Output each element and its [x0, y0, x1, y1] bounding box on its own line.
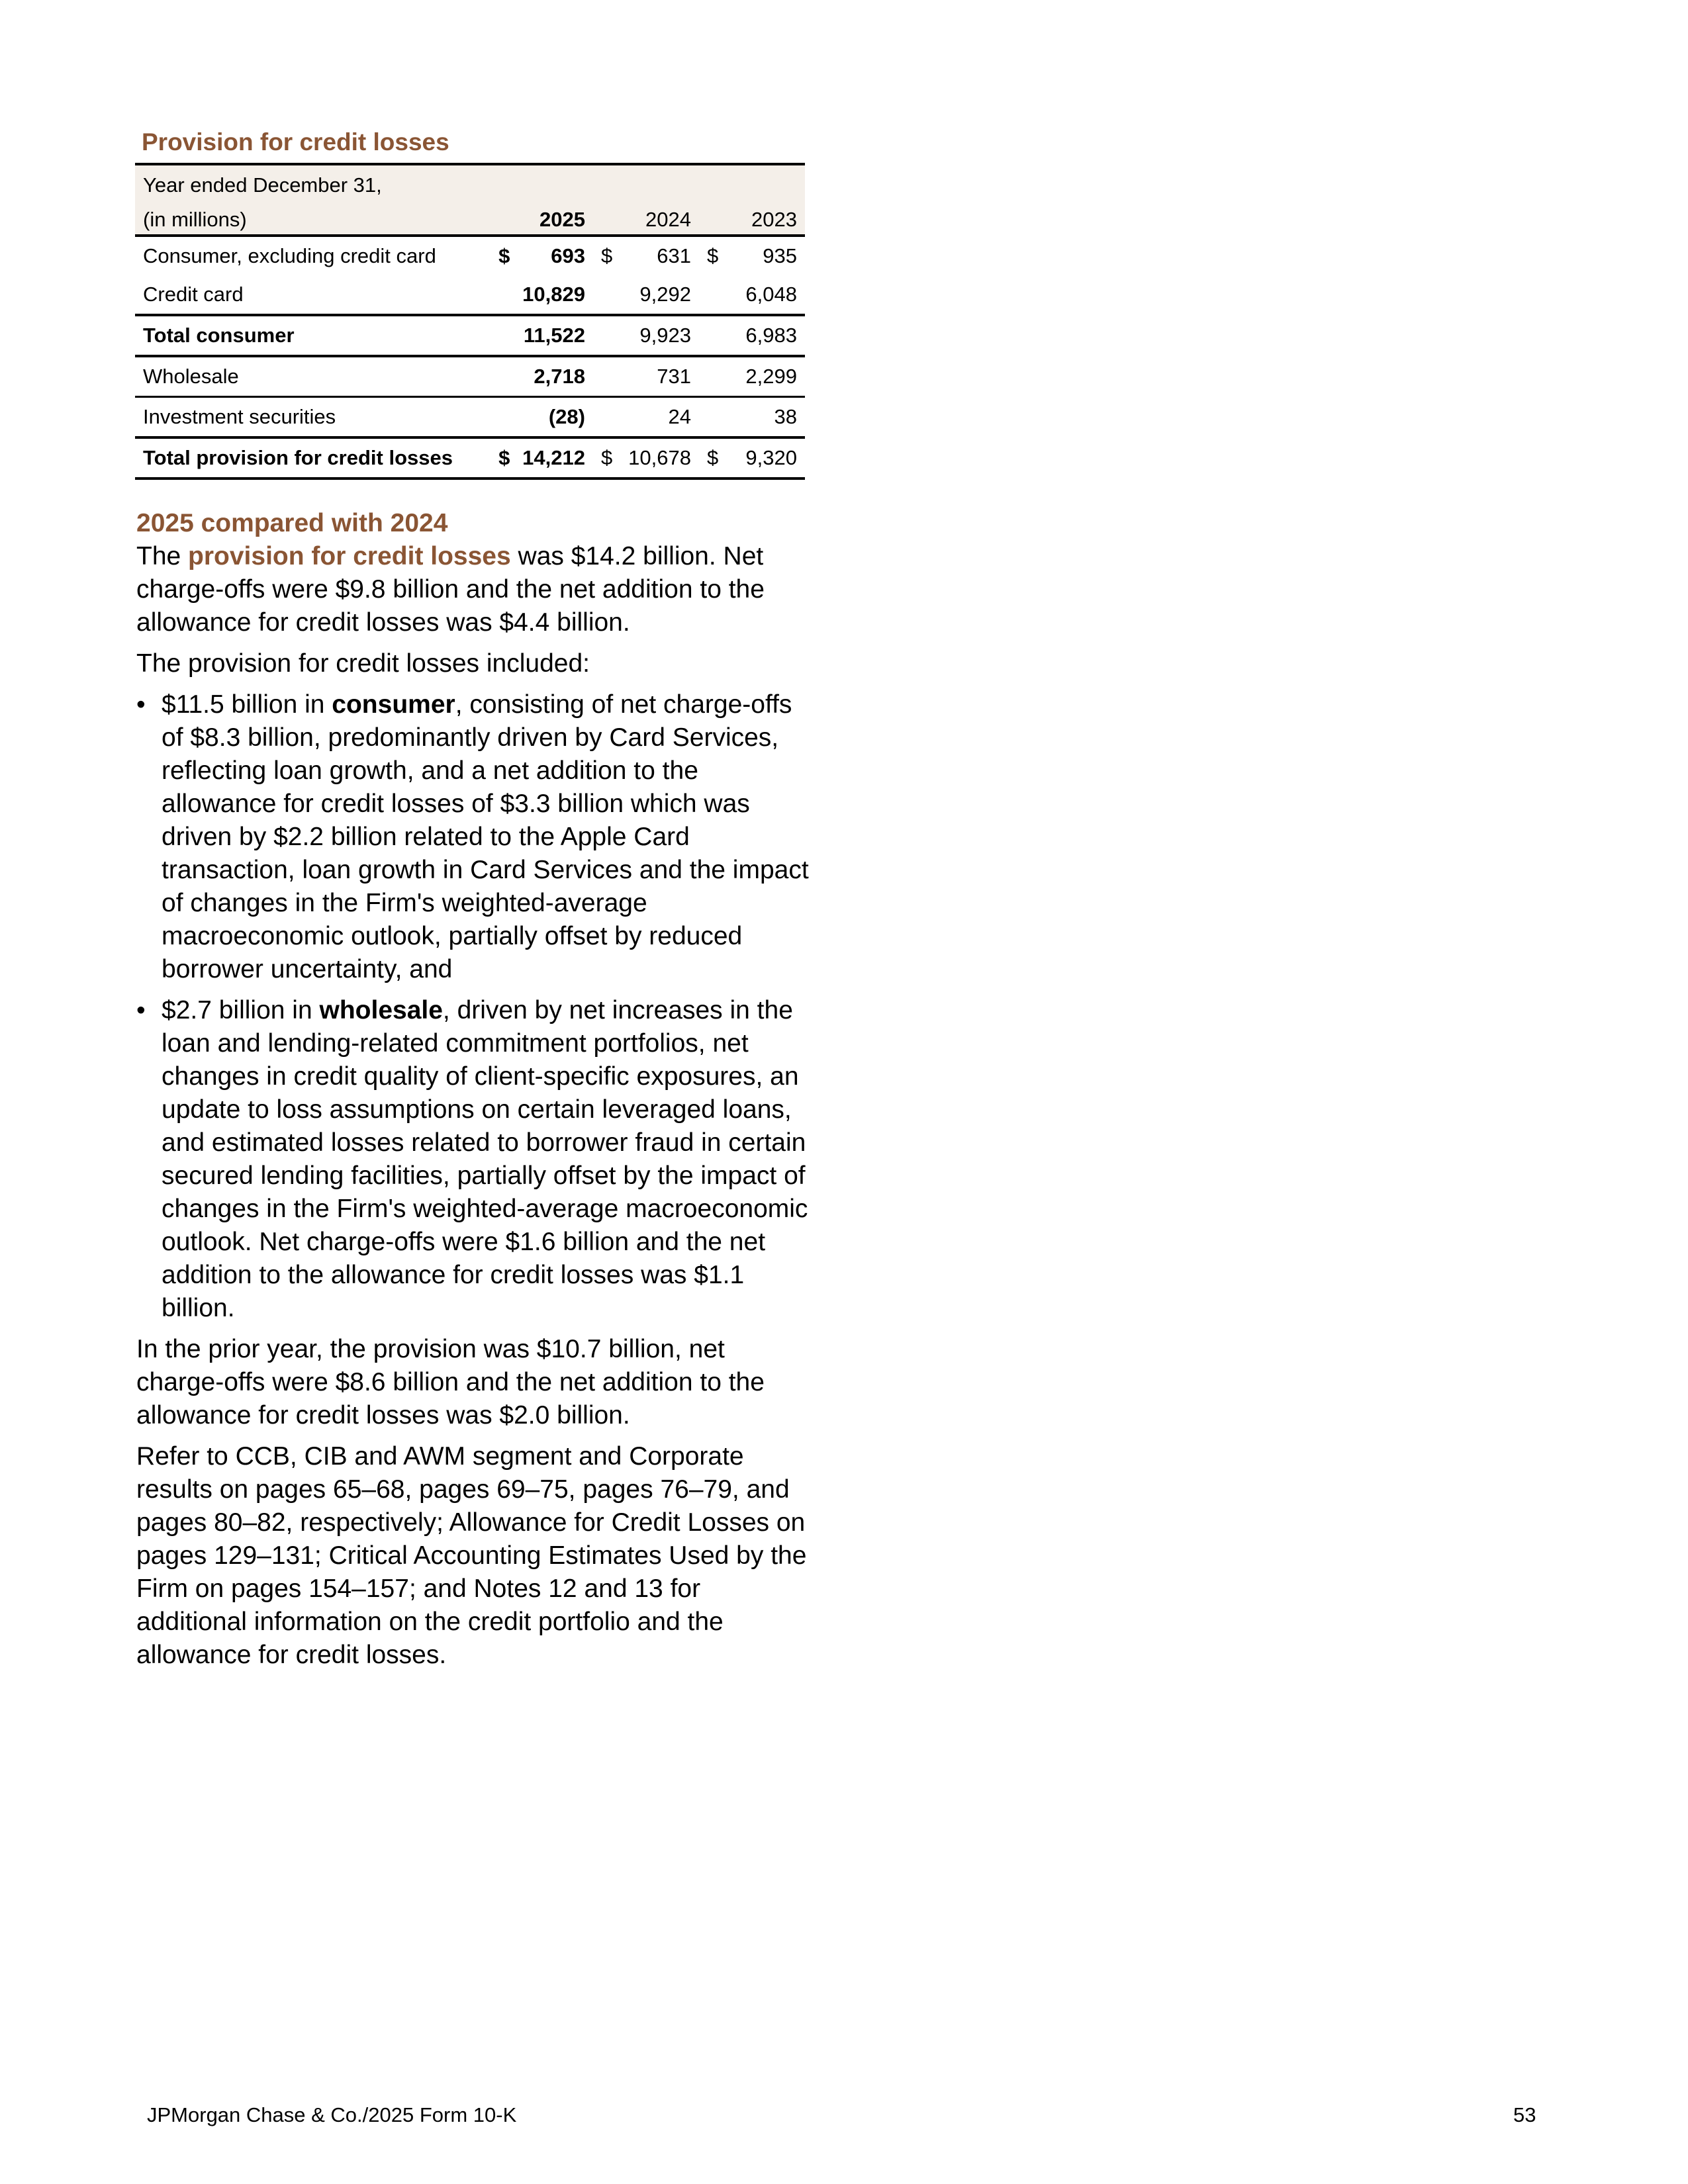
currency-symbol: $: [491, 437, 514, 478]
bullet-list: [136, 688, 812, 1325]
table-row: [135, 397, 805, 438]
value-2023: 9,320: [723, 437, 805, 478]
bold-term: wholesale: [319, 996, 443, 1024]
page-number: 53: [1513, 2103, 1536, 2126]
value-2025: (28): [514, 397, 593, 438]
header-year-2025: 2025: [514, 200, 593, 236]
table-title: Provision for credit losses: [142, 128, 449, 156]
table-row: [135, 356, 805, 397]
currency-symbol: $: [593, 437, 617, 478]
paragraph-references: Refer to CCB, CIB and AWM segment and Corporate results on pages 65–68, pages 69–75, pages 76–79, and pages 80–82, respectively; Allowance for Credit Losses on pages 129–131; Critical Accounting Estimates Used by the Firm on pages 154–157; and Notes 12 and 13 for additional information on the credit portfolio and the allowance for credit losses.: [136, 1442, 807, 1669]
header-year-2024: 2024: [617, 200, 699, 236]
value-2023: 6,048: [723, 275, 805, 315]
header-units: (in millions): [135, 200, 491, 236]
bullet-icon: •: [136, 690, 146, 719]
row-label: Total consumer: [135, 315, 491, 356]
provision-link[interactable]: provision for credit losses: [188, 542, 511, 570]
value-2024: 24: [617, 397, 699, 438]
list-item: [136, 688, 812, 986]
currency-symbol: $: [498, 244, 510, 267]
value-2025: 10,829: [514, 275, 593, 315]
value-2025: 11,522: [514, 315, 593, 356]
value-2025: 2,718: [514, 356, 593, 397]
header-year-ended: Year ended December 31,: [143, 173, 382, 197]
section-title: 2025 compared with 2024: [136, 509, 448, 537]
value-2025: 14,212: [514, 437, 593, 478]
value-2024: 731: [617, 356, 699, 397]
row-label: Consumer, excluding credit card: [143, 244, 436, 267]
text-span: The: [136, 542, 189, 570]
commentary-section: [136, 507, 812, 1680]
text-span: $2.7 billion in: [162, 996, 320, 1024]
footer-document-title: JPMorgan Chase & Co./2025 Form 10-K: [147, 2103, 517, 2126]
paragraph-prior-year: In the prior year, the provision was $10.7 billion, net charge-offs were $8.6 billion and the net addition to the allowance for credit losses was $2.0 billion.: [136, 1335, 765, 1430]
table-header-row-1: [135, 164, 805, 200]
table-row: [135, 236, 805, 275]
text-span: , driven by net increases in the loan and lending-related commitment portfolios, net changes in credit quality of client-specific exposures, an update to loss assumptions on certain leveraged loans, and estimated losses related to borrower fraud in certain secured lending facilities, partially offset by the impact of changes in the Firm's weighted-average macroeconomic outlook. Net charge-offs were $1.6 billion and the net addition to the allowance for credit losses was $1.1 billion.: [162, 996, 808, 1322]
header-year-2023: 2023: [723, 200, 805, 236]
table-row: [135, 275, 805, 315]
provision-table: [135, 163, 805, 480]
bullet-icon: •: [136, 996, 146, 1024]
paragraph-summary: [136, 540, 812, 639]
row-label: Total provision for credit losses: [135, 437, 491, 478]
value-2024: 9,923: [617, 315, 699, 356]
row-label: Wholesale: [135, 356, 491, 397]
value-2025: 693: [551, 244, 585, 267]
list-item: [136, 994, 812, 1325]
value-2023: 935: [763, 244, 797, 267]
value-2023: 2,299: [723, 356, 805, 397]
row-label: Credit card: [135, 275, 491, 315]
paragraph-intro: The provision for credit losses included:: [136, 649, 590, 678]
text-span: $11.5 billion in: [162, 690, 332, 719]
currency-symbol: $: [707, 244, 719, 267]
currency-symbol: $: [601, 244, 613, 267]
value-2024: 10,678: [617, 437, 699, 478]
row-label: Investment securities: [135, 397, 491, 438]
bold-term: consumer: [332, 690, 455, 719]
value-2023: 6,983: [723, 315, 805, 356]
value-2024: 9,292: [617, 275, 699, 315]
table-total-row: [135, 437, 805, 478]
table-row: [135, 315, 805, 356]
text-span: was $14.2 billion. Net charge-offs were $9.8 billion and the net addition to the allowance for credit losses was $4.4 billion.: [136, 542, 765, 637]
table-header-row-2: [135, 200, 805, 236]
value-2024: 631: [657, 244, 691, 267]
value-2023: 38: [723, 397, 805, 438]
text-span: , consisting of net charge-offs of $8.3 billion, predominantly driven by Card Services, reflecting loan growth, and a net addition to the allowance for credit losses of $3.3 billion which was driven by $2.2 billion related to the Apple Card transaction, loan growth in Card Services and the impact of changes in the Firm's weighted-average macroeconomic outlook, partially offset by reduced borrower uncertainty, and: [162, 690, 809, 983]
currency-symbol: $: [699, 437, 723, 478]
